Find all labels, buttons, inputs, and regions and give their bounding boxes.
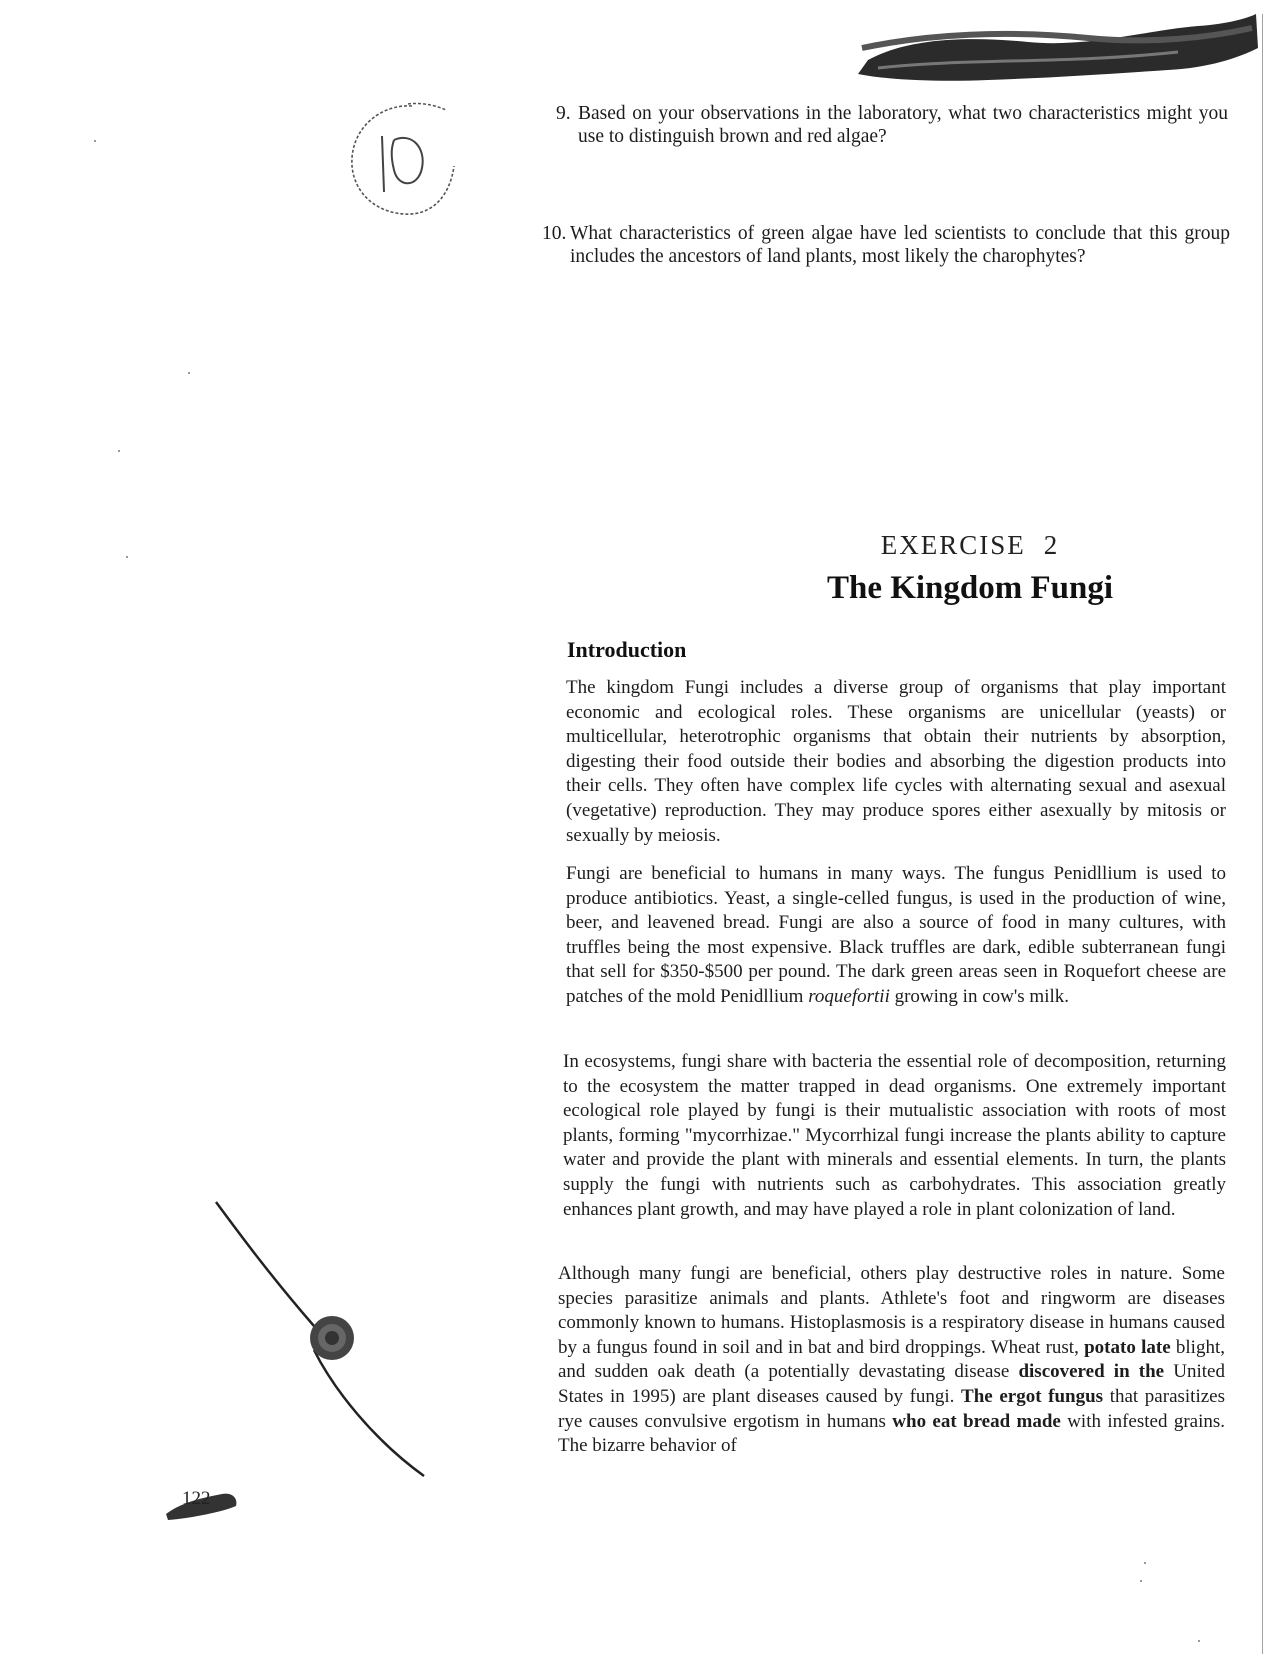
redaction-scribble (848, 8, 1260, 86)
bold-text: The ergot fungus (961, 1385, 1104, 1407)
question-text: What characteristics of green algae have led scientists to conclude that this group includes the ancestors of land plants, most likely the charophytes? (570, 223, 1230, 267)
paragraph-text: Although many fungi are beneficial, others play destructive roles in nature. Some species parasitize animals and plants. Athlete's foot and ringworm are diseases commonly known to humans. Histoplasmosis is a respiratory disease in humans caused by a fungus found in soil and in bat and bird droppings. Wheat rust, (558, 1263, 1225, 1358)
question-number: 9. (556, 103, 571, 124)
speck (1144, 1562, 1146, 1564)
question-10 (542, 223, 1230, 268)
bold-text: who eat bread made (892, 1410, 1061, 1432)
paragraph-3: In ecosystems, fungi share with bacteria the essential role of decomposition, returning to the ecosystem the matter trapped in dead organisms. One extremely important ecological role played by fungi is their mutualistic association with roots of most plants, forming "mycorrhizae." Mycorrhizal fungi increase the plants ability to capture water and provide the plant with minerals and essential elements. In turn, the plants supply the fungi with nutrients such as carbohydrates. This association greatly enhances plant growth, and may have played a role in plant colonization of land. (563, 1051, 1226, 1220)
exercise-label (700, 530, 1240, 561)
speck (1140, 1580, 1142, 1582)
exercise-word: EXERCISE (880, 530, 1026, 560)
paragraph-text: Fungi are beneficial to humans in many ways. The fungus Penidllium is used to produce antibiotics. Yeast, a single-celled fungus, is used in the production of wine, beer, and leavened bread. Fungi are also a source of food in many cultures, with truffles being the most expensive. Black truffles are dark, edible subterranean fungi that sell for $350-$500 per pound. The dark green areas seen in Roquefort cheese are patches of the mold Penidllium (566, 863, 1226, 1007)
paragraph-text: United States in 1995) are plant diseases caused by fungi. (558, 1361, 1225, 1407)
pen-doodle (214, 1200, 428, 1480)
paragraph-4 (558, 1262, 1225, 1459)
paragraph-1: The kingdom Fungi includes a diverse group of organisms that play important economic and ecological roles. These organisms are unicellular (yeasts) or multicellular, heterotrophic organisms that obtain their nutrients by absorption, digesting their food outside their bodies and absorbing the digestion products into their cells. They often have complex life cycles with alternating sexual and asexual (vegetative) reproduction. They may produce spores either asexually by mitosis or sexually by meiosis. (566, 677, 1226, 846)
italic-species-name: roquefortii (808, 985, 890, 1007)
speck (1198, 1640, 1200, 1642)
page-number: 122 (182, 1488, 211, 1509)
speck (188, 372, 190, 374)
paragraph-text: blight, and sudden oak death (a potentially devastating disease (558, 1336, 1225, 1383)
paragraph-text: that parasitizes rye causes convulsive ergotism in humans (558, 1385, 1225, 1432)
exercise-title: The Kingdom Fungi (826, 570, 1114, 606)
bold-text: potato late (1084, 1336, 1171, 1358)
speck (94, 140, 96, 142)
handwritten-score-circle (342, 96, 462, 226)
paragraph-text: growing in cow's milk. (889, 985, 1070, 1007)
page-edge-line (1262, 14, 1265, 1654)
exercise-number: 2 (1043, 530, 1060, 560)
question-number: 10. (542, 223, 567, 244)
paragraph-text: with infested grains. The bizarre behavior of (558, 1410, 1226, 1457)
question-text: Based on your observations in the laboratory, what two characteristics might you use to distinguish brown and red algae? (578, 103, 1228, 147)
section-heading-introduction: Introduction (567, 637, 687, 662)
question-9 (556, 103, 1228, 148)
bold-text: discovered in the (1018, 1361, 1165, 1383)
speck (126, 556, 128, 558)
speck (118, 450, 120, 452)
paragraph-2 (566, 862, 1226, 1010)
